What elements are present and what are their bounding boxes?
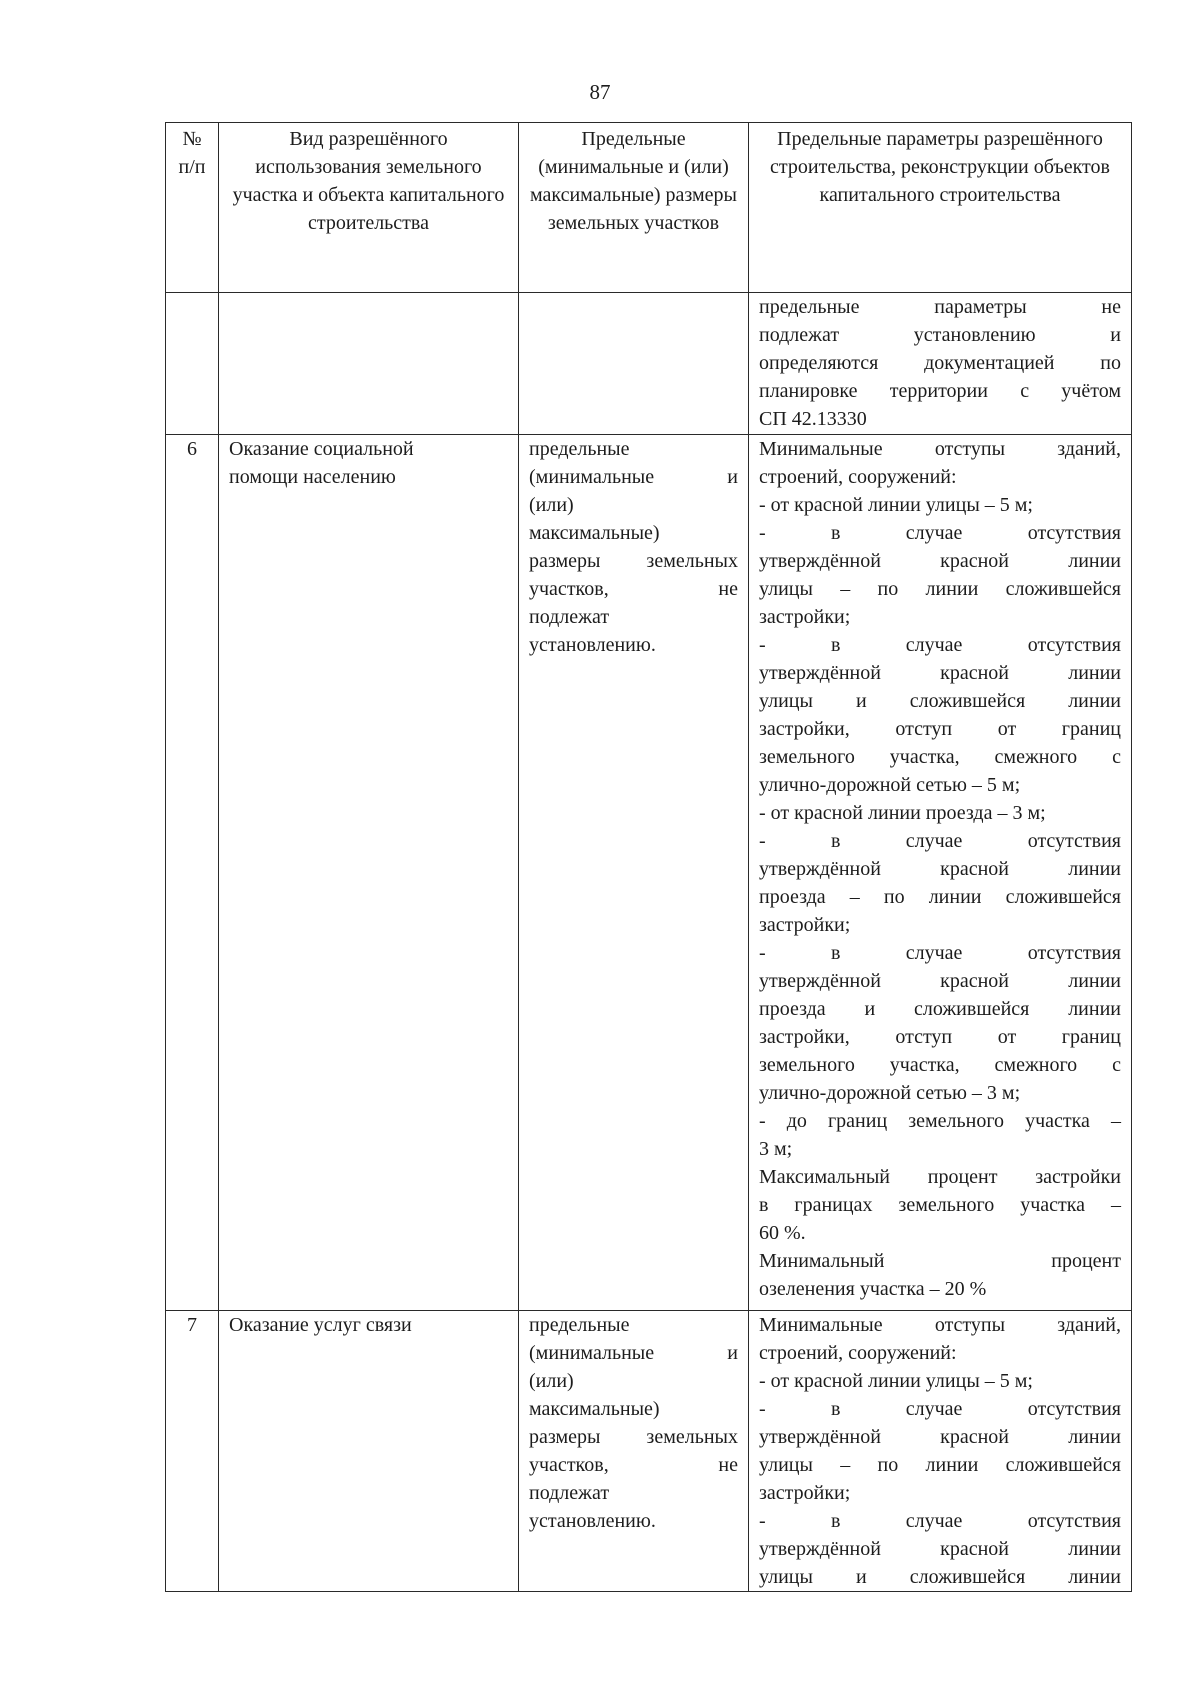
zoning-parameters-table [165, 122, 1132, 1592]
text-line: утверждённой красной линии [759, 662, 1121, 684]
permitted-use-cell [219, 293, 519, 435]
construction-params-text [759, 293, 1121, 433]
row-number-cell [166, 435, 219, 1311]
header-construction-params [749, 123, 1132, 293]
text-line: помощи населению [229, 466, 396, 488]
text-line: Максимальный процент застройки [759, 1166, 1121, 1188]
text-line: максимальные) [529, 522, 660, 544]
header-permitted-use [219, 123, 519, 293]
permitted-use-text [229, 1311, 508, 1339]
text-line: утверждённой красной линии [759, 858, 1121, 880]
text-line: проезда – по линии сложившейся [759, 886, 1121, 908]
header-plot-size-label: Предельные (минимальные и (или) максимальные) размеры земельных участков [529, 128, 737, 234]
table-row [166, 293, 1132, 435]
plot-size-cell [519, 435, 749, 1311]
text-line: улично-дорожной сетью – 5 м; [759, 774, 1021, 796]
text-line: улицы и сложившейся линии [759, 1566, 1121, 1588]
header-permitted-use-label: Вид разрешённого использования земельного участка и объекта капитального строительства [232, 128, 505, 234]
text-line: утверждённой красной линии [759, 970, 1121, 992]
text-line: (минимальные и [529, 1342, 738, 1364]
text-line: - в случае отсутствия [759, 522, 1121, 544]
text-line: Оказание социальной [229, 438, 414, 460]
row-number-cell [166, 1311, 219, 1592]
text-line: подлежат установлению и [759, 324, 1121, 346]
permitted-use-text [229, 435, 508, 491]
construction-params-cell [749, 293, 1132, 435]
header-plot-size [519, 123, 749, 293]
table-row [166, 1311, 1132, 1592]
header-construction-params-label: Предельные параметры разрешённого строительства, реконструкции объектов капитального строительства [770, 128, 1110, 206]
row-number: 6 [187, 438, 197, 460]
plot-size-cell [519, 293, 749, 435]
permitted-use-cell [219, 435, 519, 1311]
text-line: - в случае отсутствия [759, 830, 1121, 852]
text-line: размеры земельных [529, 1426, 738, 1448]
text-line: - в случае отсутствия [759, 942, 1121, 964]
text-line: 60 %. [759, 1222, 806, 1244]
text-line: предельные [529, 438, 630, 460]
text-line: размеры земельных [529, 550, 738, 572]
text-line: - в случае отсутствия [759, 634, 1121, 656]
text-line: 3 м; [759, 1138, 793, 1160]
permitted-use-cell [219, 1311, 519, 1592]
text-line: утверждённой красной линии [759, 1426, 1121, 1448]
text-line: - до границ земельного участка – [759, 1110, 1121, 1132]
text-line: земельного участка, смежного с [759, 1054, 1121, 1076]
text-line: улицы – по линии сложившейся [759, 1454, 1121, 1476]
text-line: улицы и сложившейся линии [759, 690, 1121, 712]
text-line: предельные [529, 1314, 630, 1336]
text-line: установлению. [529, 634, 656, 656]
text-line: улично-дорожной сетью – 3 м; [759, 1082, 1021, 1104]
text-line: определяются документацией по [759, 352, 1121, 374]
text-line: участков, не [529, 578, 738, 600]
text-line: земельного участка, смежного с [759, 746, 1121, 768]
row-number: 7 [187, 1314, 197, 1336]
text-line: утверждённой красной линии [759, 1538, 1121, 1560]
text-line: застройки, отступ от границ [759, 718, 1121, 740]
text-line: застройки; [759, 1482, 851, 1504]
text-line: подлежат [529, 606, 610, 628]
text-line: (или) [529, 1370, 574, 1392]
text-line: застройки; [759, 914, 851, 936]
text-line: - от красной линии улицы – 5 м; [759, 1370, 1033, 1392]
text-line: планировке территории с учётом [759, 380, 1121, 402]
text-line: (или) [529, 494, 574, 516]
text-line: установлению. [529, 1510, 656, 1532]
text-line: максимальные) [529, 1398, 660, 1420]
text-line: подлежат [529, 1482, 610, 1504]
plot-size-text [529, 435, 738, 659]
text-line: застройки, отступ от границ [759, 1026, 1121, 1048]
text-line: Минимальный процент [759, 1250, 1121, 1272]
construction-params-text [759, 1311, 1121, 1591]
plot-size-text [529, 1311, 738, 1535]
text-line: СП 42.13330 [759, 408, 867, 430]
text-line: Оказание услуг связи [229, 1314, 412, 1336]
text-line: Минимальные отступы зданий, [759, 438, 1121, 460]
text-line: проезда и сложившейся линии [759, 998, 1121, 1020]
text-line: строений, сооружений: [759, 1342, 957, 1364]
table-row [166, 435, 1132, 1311]
construction-params-cell [749, 435, 1132, 1311]
row-number-cell [166, 293, 219, 435]
text-line: - от красной линии проезда – 3 м; [759, 802, 1046, 824]
construction-params-cell [749, 1311, 1132, 1592]
text-line: предельные параметры не [759, 296, 1121, 318]
table-header-row [166, 123, 1132, 293]
text-line: в границах земельного участка – [759, 1194, 1121, 1216]
text-line: озеленения участка – 20 % [759, 1278, 987, 1300]
text-line: (минимальные и [529, 466, 738, 488]
text-line: улицы – по линии сложившейся [759, 578, 1121, 600]
text-line: утверждённой красной линии [759, 550, 1121, 572]
text-line: - от красной линии улицы – 5 м; [759, 494, 1033, 516]
text-line: строений, сооружений: [759, 466, 957, 488]
header-number-label: № п/п [178, 128, 206, 178]
page-number: 87 [589, 80, 611, 104]
text-line: застройки; [759, 606, 851, 628]
text-line: участков, не [529, 1454, 738, 1476]
text-line: Минимальные отступы зданий, [759, 1314, 1121, 1336]
construction-params-text [759, 435, 1121, 1303]
text-line: - в случае отсутствия [759, 1510, 1121, 1532]
plot-size-cell [519, 1311, 749, 1592]
text-line: - в случае отсутствия [759, 1398, 1121, 1420]
header-number [166, 123, 219, 293]
